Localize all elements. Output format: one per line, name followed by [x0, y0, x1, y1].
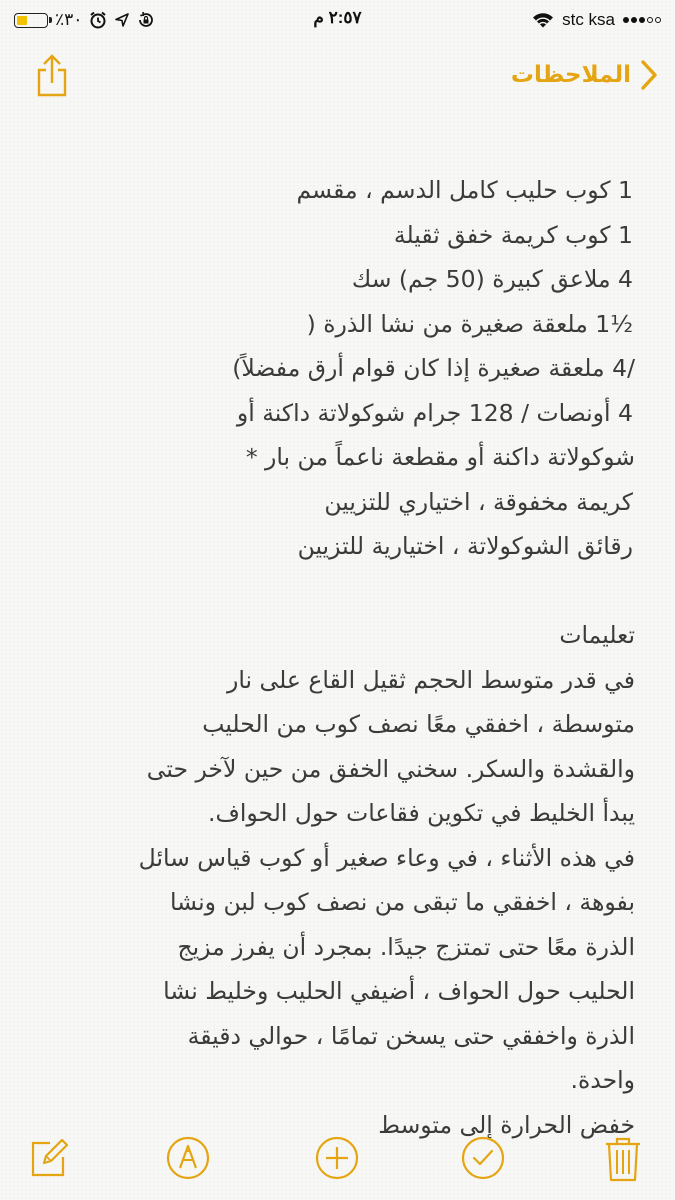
checklist-button[interactable] — [460, 1135, 510, 1185]
ingredient-line: رقائق الشوكولاتة ، اختيارية للتزيين — [297, 532, 633, 560]
ingredient-line: 1 كوب كريمة خفق ثقيلة — [393, 220, 633, 249]
instruction-line: والقشدة والسكر. سخني الخفق من حين لآخر حتى — [146, 754, 635, 783]
instruction-line: في قدر متوسط الحجم ثقيل القاع على نار — [226, 665, 635, 694]
wifi-icon — [532, 12, 554, 28]
share-button[interactable] — [32, 53, 72, 99]
back-label: الملاحظات — [510, 62, 631, 88]
signal-icon — [623, 17, 661, 23]
add-button[interactable] — [314, 1135, 364, 1185]
ingredient-line: كريمة مخفوقة ، اختياري للتزيين — [324, 487, 633, 516]
checklist-icon — [460, 1135, 506, 1181]
instruction-line: الذرة واخفقي حتى يسخن تمامًا ، حوالي دقيقة — [187, 1021, 635, 1050]
instructions-heading: تعليمات — [559, 621, 635, 649]
status-right — [532, 8, 661, 32]
add-icon — [314, 1135, 360, 1181]
bottom-toolbar — [0, 1135, 675, 1195]
instruction-line: في هذه الأثناء ، في وعاء صغير أو كوب قياس سائل — [138, 843, 635, 872]
ingredient-line: 1 كوب حليب كامل الدسم ، مقسم — [296, 176, 633, 204]
share-icon — [32, 53, 72, 99]
status-time: ٢:٥٧ م — [313, 8, 362, 27]
ingredient-line: 4 أونصات / 128 جرام شوكولاتة داكنة أو — [236, 398, 633, 427]
compose-icon — [26, 1135, 70, 1179]
ingredient-line: /4 ملعقة صغيرة إذا كان قوام أرق مفضلاً) — [232, 354, 635, 382]
blank-line — [40, 569, 635, 614]
carrier-name: stc ksa — [562, 10, 615, 29]
trash-button[interactable] — [603, 1135, 653, 1185]
instruction-line: الذرة معًا حتى تمتزج جيدًا. بمجرد أن يفرز مزيج — [177, 932, 635, 961]
markup-icon — [165, 1135, 211, 1181]
instruction-line: يبدأ الخليط في تكوين فقاعات حول الحواف. — [208, 799, 635, 827]
instruction-line: بفوهة ، اخفقي ما تبقى من نصف كوب لبن ونشا — [170, 888, 635, 916]
note-body[interactable] — [40, 168, 635, 1147]
instruction-line: الحليب حول الحواف ، أضيفي الحليب وخليط نشا — [163, 977, 635, 1005]
ingredient-line: 4 ملاعق كبيرة (50 جم) سك — [351, 265, 633, 293]
chevron-right-icon — [641, 60, 657, 90]
status-bar — [0, 0, 675, 40]
trash-icon — [603, 1135, 643, 1183]
battery-percent: ٪٣٠ — [55, 10, 83, 29]
instruction-line: واحدة. — [570, 1066, 635, 1094]
ingredient-line: شوكولاتة داكنة أو مقطعة ناعماً من بار * — [245, 443, 635, 471]
instruction-line: خفض الحرارة إلى متوسط — [378, 1110, 635, 1139]
compose-button[interactable] — [26, 1135, 76, 1185]
ingredient-line: ½1 ملعقة صغيرة من نشا الذرة ( — [306, 309, 633, 338]
markup-button[interactable] — [165, 1135, 215, 1185]
back-button[interactable] — [511, 55, 657, 95]
instruction-line: متوسطة ، اخفقي معًا نصف كوب من الحليب — [202, 710, 635, 738]
nav-bar — [0, 45, 675, 107]
